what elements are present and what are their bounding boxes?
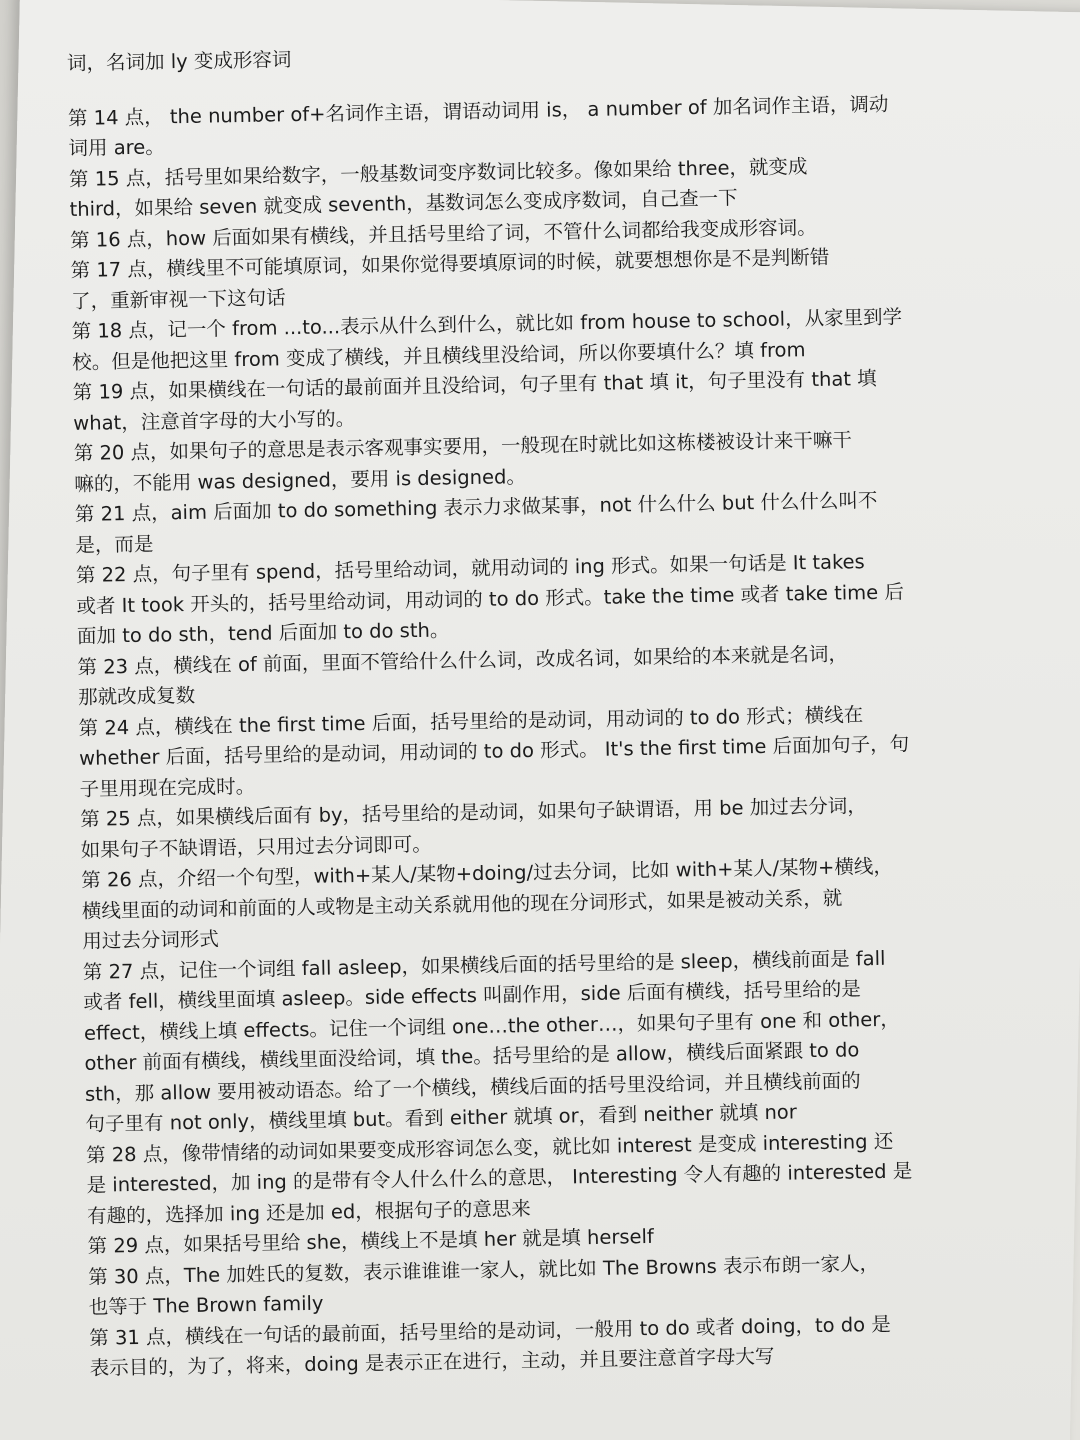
text-line: 是，而是 <box>75 532 154 557</box>
text-line: 或者 fell，横线里面填 asleep。side effects 叫副作用，side 后面有横线，括号里给的是 <box>83 977 861 1014</box>
text-line: 如果句子不缺谓语，只用过去分词即可。 <box>80 832 432 862</box>
point-17-line: 第 17 点，横线里不可能填原词，如果你觉得要填原词的时候，就要想想你是不是判断错 <box>70 245 830 282</box>
point-30-line: 第 30 点，The 加姓氏的复数，表示谁谁谁一家人，就比如 The Browns 表示布朗一家人， <box>88 1251 880 1289</box>
point-28-line: 第 28 点，像带情绪的动词如果要变成形容词怎么变，就比如 interest 是变成 interesting 还 <box>85 1129 894 1167</box>
point-24-line: 第 24 点，横线在 the first time 后面，括号里给的是动词，用动词的 to do 形式；横线在 <box>78 702 864 740</box>
point-27-line: 第 27 点，记住一个词组 fall asleep，如果横线后面的括号里给的是 sleep，横线前面是 fall <box>82 946 886 984</box>
text-line: whether 后面，括号里给的是动词，用动词的 to do 形式。 It's the first time 后面加句子，句 <box>78 732 910 770</box>
text-line: 子里用现在完成时。 <box>79 774 256 801</box>
text-line: sth，那 allow 要用被动语态。给了一个横线，横线后面的括号里没给词，并且横线前面的 <box>84 1068 861 1106</box>
text-line: other 前面有横线，横线里面没给词，填 the。括号里给的是 allow，横线后面紧跟 to do <box>84 1038 860 1075</box>
point-29-line: 第 29 点，如果括号里给 she，横线上不是填 her 就是填 herself <box>87 1224 655 1258</box>
text-line: 嘛的，不能用 was designed，要用 is designed。 <box>74 464 527 496</box>
text-line: 也等于 The Brown family <box>88 1291 324 1319</box>
point-18-line: 第 18 点，记一个 from ...to...表示从什么到什么，就比如 from house to school，从家里到学 <box>71 305 903 343</box>
document-text <box>67 34 970 1385</box>
text-line: 横线里面的动词和前面的人或物是主动关系就用他的现在分词形式，如果是被动关系，就 <box>81 886 843 923</box>
text-line: 面加 to do sth，tend 后面加 to do sth。 <box>76 618 450 648</box>
point-22-line: 第 22 点，句子里有 spend，括号里给动词，就用动词的 ing 形式。如果一句话是 It takes <box>75 550 865 587</box>
point-31-line: 第 31 点，横线在一句话的最前面，括号里给的是动词，一般用 to do 或者 doing，to do 是 <box>89 1312 891 1350</box>
text-line: 用过去分词形式 <box>82 927 220 953</box>
text-line: 词用 are。 <box>68 135 165 160</box>
text-line: effect，横线上填 effects。记住一个词组 one…the other…，如果句子里有 one 和 other， <box>83 1007 900 1045</box>
text-line: what，注意首字母的大小写的。 <box>73 406 356 435</box>
text-line: third，如果给 seven 就变成 seventh，基数词怎么变成序数词，自己查一下 <box>69 186 738 221</box>
point-23-line: 第 23 点，横线在 of 前面，里面不管给什么什么词，改成名词，如果给的本来就是名词， <box>77 641 849 679</box>
point-15-line: 第 15 点，括号里如果给数字，一般基数词变序数词比较多。像如果给 three，就变成 <box>68 154 808 191</box>
point-16-line: 第 16 点，how 后面如果有横线，并且括号里给了词，不管什么词都给我变成形容词。 <box>69 215 817 252</box>
text-line: 那就改成复数 <box>77 683 196 709</box>
text-line: 表示目的，为了，将来，doing 是表示正在进行，主动，并且要注意首字母大写 <box>89 1344 775 1380</box>
point-25-line: 第 25 点，如果横线后面有 by，括号里给的是动词，如果句子缺谓语，用 be 加过去分词， <box>80 794 867 831</box>
text-line: 或者 It took 开头的，括号里给动词，用动词的 to do 形式。take the time 或者 take time 后 <box>76 579 905 618</box>
text-line: 了，重新审视一下这句话 <box>70 285 286 313</box>
text-line: 是 interested，加 ing 的是带有令人什么什么的意思， Interesting 令人有趣的 interested 是 <box>86 1159 913 1197</box>
point-21-line: 第 21 点，aim 后面加 to do something 表示力求做某事，not 什么什么 but 什么什么叫不 <box>74 488 878 526</box>
text-line: 句子里有 not only，横线里填 but。看到 either 就填 or，看到 neither 就填 nor <box>85 1100 797 1136</box>
text-line: 校。但是他把这里 from 变成了横线，并且横线里没给词，所以你要填什么？填 from <box>72 337 806 374</box>
point-19-line: 第 19 点，如果横线在一句话的最前面并且没给词，句子里有 that 填 it，句子里没有 that 填 <box>72 366 877 404</box>
point-14-line: 第 14 点， the number of+名词作主语，谓语动词用 is， a number of 加名词作主语，调动 <box>67 92 889 130</box>
point-26-line: 第 26 点，介绍一个句型，with+某人/某物+doing/过去分词，比如 with+某人/某物+横线， <box>81 854 894 892</box>
point-20-line: 第 20 点，如果句子的意思是表示客观事实要用，一般现在时就比如这栋楼被设计来干嘛干 <box>73 428 853 465</box>
text-line: 词，名词加 ly 变成形容词 <box>66 48 292 75</box>
text-line: 有趣的，选择加 ing 还是加 ed，根据句子的意思来 <box>86 1196 531 1228</box>
